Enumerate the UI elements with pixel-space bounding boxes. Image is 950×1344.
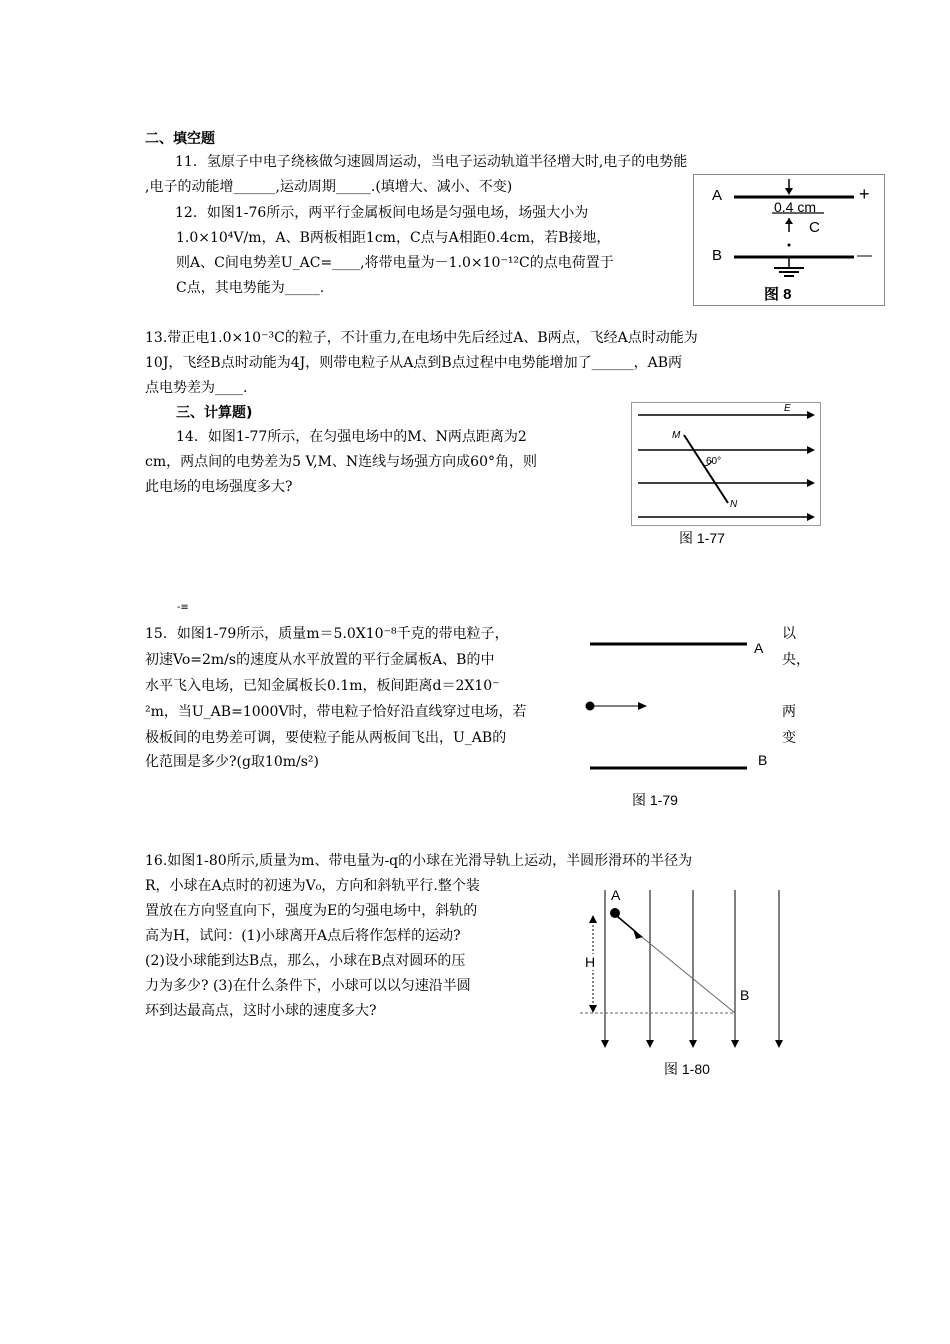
q12-line-4: C点，其电势能为_____.	[176, 280, 325, 296]
fig8-label-plus: +	[859, 184, 870, 204]
figure-1-79-diagram	[580, 630, 780, 780]
fig8-caption: 图 8	[764, 286, 792, 303]
q15-line-2: 初速Vo=2m/s的速度从水平放置的平行金属板A、B的中	[145, 652, 495, 668]
figure-8	[693, 174, 885, 306]
q12-line-2: 1.0×10⁴V/m，A、B两板相距1cm，C点与A相距0.4cm，若B接地，	[176, 230, 611, 246]
section-heading-fill-blank: 二、填空题	[145, 131, 215, 147]
q12-line-3: 则A、C间电势差U_AC=____,将带电量为－1.0×10⁻¹²C的点电荷置于	[176, 255, 614, 271]
q16-line-7: 环到达最高点，这时小球的速度多大?	[145, 1003, 377, 1019]
q14-line-3: 此电场的电场强度多大?	[145, 479, 293, 495]
q16-line-1: 16.如图1-80所示,质量为m、带电量为-q的小球在光滑导轨上运动，半圆形滑环的半径为	[145, 853, 693, 869]
q15-line-4: ²m，当U_AB=1000V时，带电粒子恰好沿直线穿过电场，若	[145, 704, 527, 720]
q12-line-1: 12．如图1-76所示，两平行金属板间电场是匀强电场，场强大小为	[175, 205, 589, 221]
fig77-label-m: M	[672, 430, 681, 441]
q16-line-2: R，小球在A点时的初速为V₀，方向和斜轨平行.整个装	[145, 878, 480, 894]
section-heading-calculation: 三、计算题)	[176, 405, 253, 421]
figure-1-80-caption: 图 1-80	[664, 1061, 710, 1077]
fig80-label-a: A	[611, 887, 621, 903]
q11-line-1: 11．氢原子中电子绕核做匀速圆周运动，当电子运动轨道半径增大时,电子的电势能	[175, 154, 688, 170]
fig77-angle-label: 60°	[706, 456, 722, 467]
q16-line-4: 高为H，试问：(1)小球离开A点后将作怎样的运动?	[145, 928, 461, 944]
q15-line-5: 极板间的电势差可调，要使粒子能从两板间飞出，U_AB的	[145, 730, 507, 746]
q11-line-2: ,电子的动能增______,运动周期_____.(填增大、减小、不变)	[145, 179, 513, 195]
q16-line-3: 置放在方向竖直向下，强度为E的匀强电场中，斜轨的	[145, 903, 478, 919]
q14-line-1: 14．如图1-77所示，在匀强电场中的M、N两点距离为2	[176, 429, 527, 445]
fig79-label-a: A	[754, 640, 764, 656]
fig8-label-a: A	[712, 187, 723, 204]
fig8-label-c: C	[809, 219, 820, 236]
fig80-label-h: H	[585, 954, 596, 970]
stray-mark: -≡	[177, 602, 189, 613]
figure-1-77	[631, 402, 821, 526]
q13-line-3: 点电势差为____.	[145, 380, 248, 396]
fig77-label-e: E	[784, 403, 791, 414]
q13-line-1: 13.带正电1.0×10⁻³C的粒子，不计重力,在电场中先后经过A、B两点，飞经A点时动能为	[145, 330, 698, 346]
fig77-label-n: N	[730, 499, 738, 510]
figure-1-77-caption: 图 1-77	[679, 530, 725, 546]
figure-1-80-diagram	[575, 885, 795, 1055]
q15-line-1: 15．如图1-79所示，质量m＝5.0X10⁻⁸千克的带电粒子，	[145, 626, 509, 642]
q15-line-3: 水平飞入电场，已知金属板长0.1m，板间距离d＝2X10⁻	[145, 678, 500, 694]
fig79-label-b: B	[758, 752, 768, 768]
q14-line-2: cm，两点间的电势差为5 V,M、N连线与场强方向成60°角，则	[145, 454, 537, 470]
q15-side-text-3: 两	[782, 704, 796, 720]
q15-side-text-4: 变	[782, 730, 796, 746]
q13-line-2: 10J，飞经B点时动能为4J，则带电粒子从A点到B点过程中电势能增加了______，AB两	[145, 355, 683, 371]
q15-line-6: 化范围是多少?(g取10m/s²)	[145, 754, 319, 770]
q16-line-5: (2)设小球能到达B点，那么，小球在B点对圆环的压	[145, 953, 466, 969]
figure-1-79-caption: 图 1-79	[632, 792, 678, 808]
q15-side-text-2: 央，	[782, 652, 810, 668]
fig8-label-minus: —	[857, 247, 872, 264]
q15-side-text-1: 以	[782, 626, 796, 642]
fig80-label-b: B	[740, 987, 750, 1003]
q16-line-6: 力为多少? (3)在什么条件下，小球可以以匀速沿半圆	[145, 978, 471, 994]
fig8-label-b: B	[712, 247, 723, 264]
figure-1-77-diagram	[632, 403, 820, 525]
fig8-distance-label: 0.4 cm	[774, 199, 817, 215]
